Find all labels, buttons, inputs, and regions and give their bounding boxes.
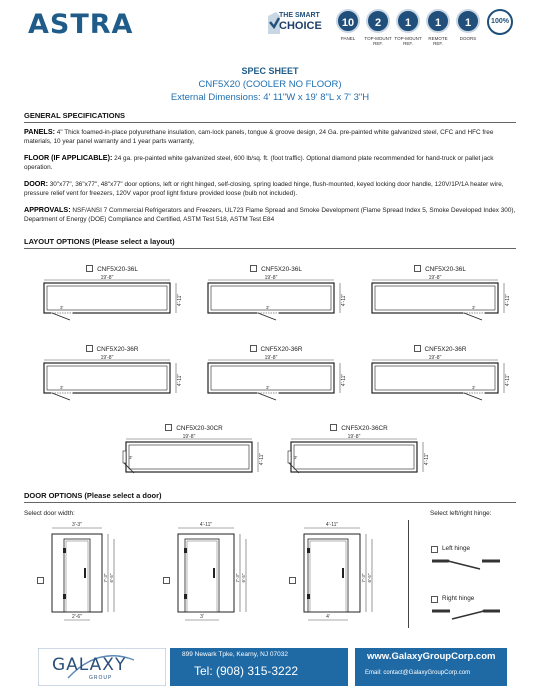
warranty-badge (366, 9, 390, 46)
door-height-inner: 6'-5" (367, 573, 372, 583)
layout-option-label (366, 345, 514, 353)
right-hinge-label: Right hinge (442, 595, 475, 602)
door-dim-label: 3' (266, 385, 270, 390)
length-dim-label: 19'-8" (428, 355, 442, 361)
smart-choice-line1: THE SMART (279, 12, 320, 19)
layout-name: CNF5X20-36R (424, 346, 467, 353)
layout-option[interactable] (366, 345, 514, 407)
badge-caption: REMOTE REF. (428, 36, 448, 46)
layout-checkbox[interactable] (86, 265, 93, 272)
footer-web-box (355, 648, 507, 686)
door-height-inner: 6'-5" (241, 573, 246, 583)
layout-name: CNF5X20-36L (97, 266, 138, 273)
right-hinge-diagram (430, 608, 502, 622)
layout-option[interactable] (120, 424, 268, 486)
warranty-badge (456, 9, 480, 41)
warranty-badge (426, 9, 450, 46)
warranty-badge (396, 9, 420, 46)
layout-floorplan-diagram (366, 274, 514, 328)
layout-option-label (38, 345, 186, 353)
left-hinge-checkbox[interactable] (431, 546, 438, 553)
badge-caption: PANEL (340, 36, 356, 41)
layout-floorplan-diagram (38, 354, 186, 408)
badge-seal-icon: 1 (456, 9, 480, 33)
left-hinge-diagram (430, 558, 502, 572)
right-hinge-checkbox[interactable] (431, 596, 438, 603)
layout-checkbox[interactable] (414, 265, 421, 272)
spec-label: APPROVALS: (24, 205, 71, 214)
door-bottom-dim: 4' (326, 614, 330, 620)
footer-phone[interactable]: Tel: (908) 315-3222 (194, 664, 299, 678)
layout-option[interactable] (366, 265, 514, 327)
layout-option-label (120, 424, 268, 432)
layout-option[interactable] (285, 424, 433, 486)
door-height-outer: 7'-3" (103, 573, 108, 583)
width-dim-label: 4'-11" (341, 293, 347, 307)
door-height-outer: 7'-3" (361, 573, 366, 583)
layout-option[interactable] (202, 345, 350, 407)
width-dim-label: 4'-11" (177, 373, 183, 387)
layout-name: CNF5X20-36L (425, 266, 466, 273)
layout-floorplan-diagram (38, 274, 186, 328)
layout-option-label (285, 424, 433, 432)
width-dim-label: 4'-11" (505, 373, 511, 387)
door-dim-label: 3' (60, 385, 64, 390)
door-dim-label: 3' (60, 305, 64, 310)
galaxy-logo: GALAXY (52, 655, 127, 675)
layout-checkbox[interactable] (250, 345, 257, 352)
layout-checkbox[interactable] (250, 265, 257, 272)
door-bottom-dim: 3' (200, 614, 204, 620)
footer-contact-box (170, 648, 348, 686)
page-header (0, 0, 540, 58)
door-top-dim: 4'-11" (199, 522, 213, 528)
badge-caption: DOORS (459, 36, 477, 41)
badge-seal-icon: 2 (366, 9, 390, 33)
spec-floor (24, 153, 516, 173)
door-height-inner: 6'-5" (109, 573, 114, 583)
model-title: CNF5X20 (COOLER NO FLOOR) (198, 79, 342, 90)
spec-text: 30"x77", 36"x77", 48"x77" door options, left or right hinged, self-closing, spring loaded hinge, flush-mounted, keyed locking door handle, 120V/1P/1A heater wire, pressure relief vent for freezers, 120V vapor proof light fixture provided loose (bulb not included). (24, 181, 504, 198)
layout-option-label (202, 265, 350, 273)
spec-label: FLOOR (IF APPLICABLE): (24, 153, 113, 162)
width-dim-label: 4'-11" (341, 373, 347, 387)
door-dim-label: 3' (129, 455, 133, 460)
badge-caption: TOP-MOUNT REF. (394, 36, 422, 46)
layout-floorplan-diagram (202, 354, 350, 408)
hinge-prompt: Select left/right hinge: (430, 510, 492, 517)
layout-floorplan-diagram (285, 433, 433, 487)
door-top-dim: 4'-11" (325, 522, 339, 528)
layout-checkbox[interactable] (86, 345, 93, 352)
door-dim-label: 3' (472, 305, 476, 310)
width-dim-label: 4'-11" (505, 293, 511, 307)
galaxy-logo-sub: GROUP (89, 675, 113, 681)
footer-website-link[interactable]: www.GalaxyGroupCorp.com (367, 651, 496, 662)
spec-panels (24, 127, 516, 147)
layout-option-label (38, 265, 186, 273)
spec-label: DOOR: (24, 179, 48, 188)
door-dim-label: 3' (472, 385, 476, 390)
door-option-diagram (42, 522, 124, 632)
door-height-outer: 7'-3" (235, 573, 240, 583)
length-dim-label: 19'-8" (182, 434, 196, 440)
layout-floorplan-diagram (202, 274, 350, 328)
door-option-diagram (168, 522, 250, 632)
layout-options-heading: LAYOUT OPTIONS (Please select a layout) (24, 237, 516, 249)
spec-approvals (24, 205, 516, 225)
length-dim-label: 19'-8" (428, 275, 442, 281)
satisfaction-seal-icon: 100% (487, 9, 513, 35)
layout-floorplan-diagram (120, 433, 268, 487)
layout-name: CNF5X20-36CR (341, 425, 388, 432)
door-options-heading: DOOR OPTIONS (Please select a door) (24, 491, 516, 503)
footer-address: 899 Newark Tpke, Kearny, NJ 07032 (182, 651, 288, 658)
spec-text: 24 ga. pre-painted white galvanized steel, 600 lb/sq. ft. (foot traffic). Optional diamond plate recommended for hand-truck or pallet jack operation. (24, 155, 494, 172)
length-dim-label: 19'-8" (100, 275, 114, 281)
astra-logo: ASTRA (28, 9, 134, 40)
layout-name: CNF5X20-36L (261, 266, 302, 273)
length-dim-label: 19'-8" (100, 355, 114, 361)
width-dim-label: 4'-11" (424, 452, 430, 466)
layout-name: CNF5X20-36R (96, 346, 139, 353)
door-bottom-dim: 2'-6" (72, 614, 82, 620)
smart-choice-line2: CHOICE (279, 20, 322, 32)
spec-text: 4" Thick foamed-in-place polyurethane insulation, cam-lock panels, tongue & groove design, 24 Ga. pre-painted white galvanized steel, CFC and HFC free materials, 10 year panel warranty and 1 year parts warranty, (24, 129, 494, 146)
warranty-badge (336, 9, 360, 41)
sheet-title: SPEC SHEET (241, 66, 299, 76)
spec-text: NSF/ANSI 7 Commercial Refrigerators and Freezers, UL723 Flame Spread and Smoke Development (Flame Spread Index 5, Smoke Developed Index 300), Department of Energy (DOE) Compliance and Certified, ASTM Test 518, ASTM Test E84 (24, 207, 516, 224)
general-specs-heading: GENERAL SPECIFICATIONS (24, 111, 516, 123)
layout-floorplan-diagram (366, 354, 514, 408)
door-options-divider (408, 520, 409, 628)
layout-option[interactable] (38, 265, 186, 327)
door-option-diagram (294, 522, 376, 632)
smart-choice-label (279, 12, 322, 32)
layout-checkbox[interactable] (330, 424, 337, 431)
length-dim-label: 19'-8" (264, 275, 278, 281)
door-dim-label: 3' (294, 455, 298, 460)
door-dim-label: 3' (266, 305, 270, 310)
door-width-prompt: Select door width: (24, 510, 75, 517)
badge-seal-icon: 1 (426, 9, 450, 33)
badge-seal-icon: 1 (396, 9, 420, 33)
spec-door (24, 179, 516, 199)
spec-label: PANELS: (24, 127, 56, 136)
dimensions-title: External Dimensions: 4' 11"W x 19' 8"L x 7' 3"H (170, 92, 370, 103)
width-dim-label: 4'-11" (177, 293, 183, 307)
width-dim-label: 4'-11" (259, 452, 265, 466)
layout-checkbox[interactable] (414, 345, 421, 352)
layout-name: CNF5X20-30CR (176, 425, 223, 432)
badge-seal-icon: 10 (336, 9, 360, 33)
badge-caption: TOP-MOUNT REF. (364, 36, 392, 46)
layout-option[interactable] (38, 345, 186, 407)
layout-checkbox[interactable] (165, 424, 172, 431)
left-hinge-label: Left hinge (442, 545, 471, 552)
door-top-dim: 3'-3" (72, 522, 82, 528)
layout-name: CNF5X20-36R (260, 346, 303, 353)
length-dim-label: 19'-8" (347, 434, 361, 440)
layout-option-label (202, 345, 350, 353)
length-dim-label: 19'-8" (264, 355, 278, 361)
layout-option-label (366, 265, 514, 273)
layout-option[interactable] (202, 265, 350, 327)
footer-email-link[interactable]: Email: contact@GalaxyGroupCorp.com (365, 670, 471, 676)
